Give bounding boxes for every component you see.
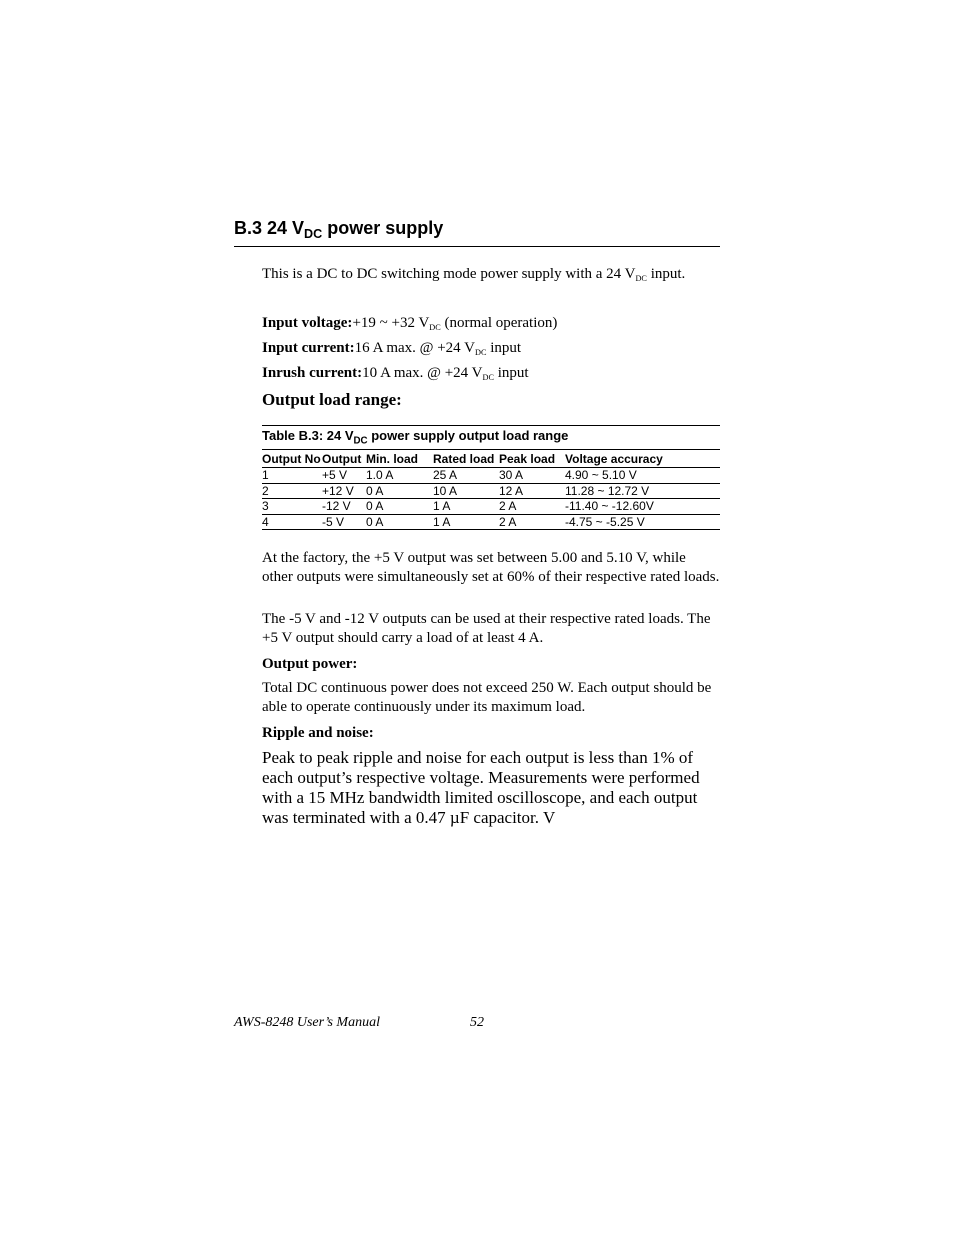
cell-rated-load: 25 A: [433, 468, 458, 482]
inrush-current-label: Inrush current:: [262, 365, 363, 381]
heading-suffix: power supply: [327, 218, 444, 238]
factory-paragraph: At the factory, the +5 V output was set between 5.00 and 5.10 V, while other outputs were simultaneously set at 60% of their respective rated loads.: [262, 550, 720, 585]
cell-voltage-accuracy: -11.40 ~ -12.60V: [565, 499, 654, 513]
cell-output: +12 V: [322, 483, 354, 498]
header-output-no: Output No: [262, 452, 321, 466]
cell-min-load: 1.0 A: [366, 468, 394, 482]
table-top-rule: [262, 425, 720, 426]
header-output: Output: [322, 452, 362, 466]
header-rated-load: Rated load: [433, 452, 495, 466]
footer-page-number: 52: [470, 1015, 484, 1030]
cell-output: -12 V: [322, 499, 351, 513]
cell-voltage-accuracy: 11.28 ~ 12.72 V: [565, 483, 650, 498]
cell-output-no: 2: [262, 483, 269, 498]
table-caption: Table B.3: 24 $V_{DC}$ power supply output load range: [262, 428, 569, 447]
output-load-table: [262, 451, 720, 530]
table-header-row: [262, 451, 720, 468]
cell-peak-load: 12 A: [499, 483, 524, 498]
table-row: [262, 515, 720, 531]
intro-paragraph: This is a DC to DC switching mode power supply with a 24 $V_{DC}$ input.: [262, 266, 686, 283]
ripple-noise-label: Ripple and noise:: [262, 725, 374, 741]
header-peak-load: Peak load: [499, 452, 556, 466]
input-voltage-label: Input voltage:: [262, 315, 353, 331]
cell-output: -5 V: [322, 514, 345, 529]
cell-voltage-accuracy: 4.90 ~ 5.10 V: [565, 468, 637, 482]
cell-output: +5 V: [322, 468, 348, 482]
cell-min-load: 0 A: [366, 514, 384, 529]
output-power-paragraph: Total DC continuous power does not exceed 250 W. Each output should be able to operate continuously under its maximum load.: [262, 680, 712, 715]
cell-peak-load: 2 A: [499, 499, 517, 513]
cell-peak-load: 2 A: [499, 514, 517, 529]
header-voltage-accuracy: Voltage accuracy: [565, 452, 663, 466]
cell-min-load: 0 A: [366, 483, 384, 498]
table-caption-rule: [262, 449, 720, 450]
input-current-label: Input current:: [262, 340, 355, 356]
cell-rated-load: 1 A: [433, 514, 451, 529]
table-row: [262, 468, 720, 484]
cell-rated-load: 10 A: [433, 483, 458, 498]
cell-output-no: 3: [262, 499, 269, 513]
table-row: [262, 499, 720, 515]
cell-rated-load: 1 A: [433, 499, 451, 513]
ripple-noise-paragraph: Peak to peak ripple and noise for each output is less than 1% of each output’s respective voltage. Measurements were performed with a 15 MHz bandwidth limited oscilloscope, and each output was terminated with a 0.47 µF capacitor. V: [262, 748, 700, 827]
heading-prefix: B.3 24 V: [234, 218, 305, 238]
input-current-line: Input current:16 A max. @ +24 $V_{DC}$ input: [262, 340, 522, 357]
section-heading: [234, 218, 443, 239]
cell-output-no: 4: [262, 514, 269, 529]
table-row: [262, 484, 720, 500]
header-min-load: Min. load: [366, 452, 418, 466]
cell-voltage-accuracy: -4.75 ~ -5.25 V: [565, 514, 645, 529]
output-load-range-label: Output load range:: [262, 390, 402, 409]
cell-min-load: 0 A: [366, 499, 384, 513]
inrush-current-line: Inrush current:10 A max. @ +24 $V_{DC}$ input: [262, 365, 529, 382]
input-voltage-line: Input voltage:+19 ~ +32 $V_{DC}$ (normal operation): [262, 315, 558, 332]
rated-loads-paragraph: The -5 V and -12 V outputs can be used at their respective rated loads. The +5 V output should carry a load of at least 4 A.: [262, 611, 711, 646]
cell-peak-load: 30 A: [499, 468, 524, 482]
output-power-label: Output power:: [262, 656, 358, 672]
heading-subscript: DC: [304, 226, 323, 241]
footer-manual-title: AWS-8248 User’s Manual: [234, 1015, 380, 1030]
cell-output-no: 1: [262, 468, 269, 482]
heading-rule: [234, 246, 720, 247]
